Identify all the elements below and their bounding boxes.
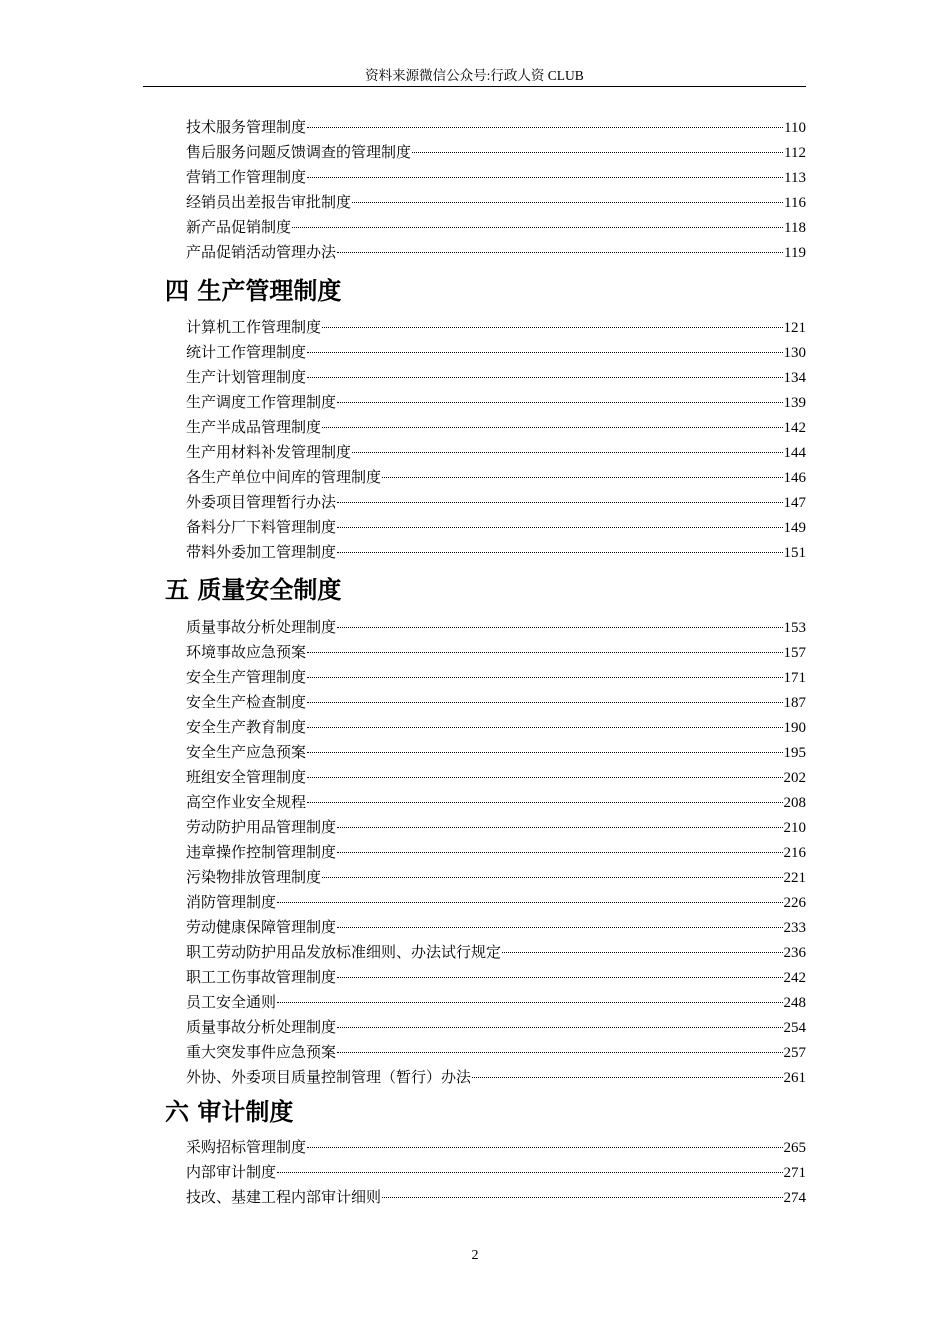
- dot-leader: [307, 1147, 782, 1148]
- toc-entry-page: 142: [783, 420, 806, 436]
- toc-entry-title: 产品促销活动管理办法: [186, 245, 337, 261]
- toc-entry[interactable]: [186, 366, 806, 391]
- toc-entry-page: 116: [784, 195, 806, 211]
- toc-entry[interactable]: [186, 516, 806, 541]
- toc-entry[interactable]: [186, 966, 806, 991]
- toc-entry-title: 职工劳动防护用品发放标准细则、办法试行规定: [186, 945, 502, 961]
- toc-entry[interactable]: [186, 1016, 806, 1041]
- toc-entry-page: 110: [784, 120, 806, 136]
- dot-leader: [472, 1077, 782, 1078]
- dot-leader: [322, 877, 782, 878]
- dot-leader: [277, 902, 782, 903]
- toc-entry-title: 外协、外委项目质量控制管理（暂行）办法: [186, 1070, 472, 1086]
- dot-leader: [502, 952, 782, 953]
- toc-entry-title: 安全生产教育制度: [186, 720, 307, 736]
- dot-leader: [337, 977, 782, 978]
- dot-leader: [382, 1197, 782, 1198]
- toc-entry-title: 营销工作管理制度: [186, 170, 307, 186]
- dot-leader: [307, 177, 783, 178]
- toc-entry-page: 202: [783, 770, 806, 786]
- toc-entry-title: 质量事故分析处理制度: [186, 620, 337, 636]
- toc-entry-page: 261: [783, 1070, 806, 1086]
- toc-entry-page: 248: [783, 995, 806, 1011]
- toc-entry[interactable]: [186, 991, 806, 1016]
- toc-entry[interactable]: [186, 391, 806, 416]
- dot-leader: [337, 402, 782, 403]
- toc-entry[interactable]: [186, 466, 806, 491]
- toc-entry-title: 新产品促销制度: [186, 220, 292, 236]
- dot-leader: [277, 1002, 782, 1003]
- toc-entry[interactable]: [186, 541, 806, 566]
- toc-entry-page: 190: [783, 720, 806, 736]
- toc-entry-title: 职工工伤事故管理制度: [186, 970, 337, 986]
- toc-entry[interactable]: [186, 666, 806, 691]
- toc-entry-page: 134: [783, 370, 806, 386]
- toc-entry[interactable]: [186, 241, 806, 266]
- toc-entry[interactable]: [186, 791, 806, 816]
- toc-entry[interactable]: [186, 1161, 806, 1186]
- toc-entry-page: 147: [783, 495, 806, 511]
- toc-entry-page: 208: [783, 795, 806, 811]
- toc-entry-list: [186, 616, 806, 1091]
- toc-entry-page: 226: [783, 895, 806, 911]
- toc-entry[interactable]: [186, 116, 806, 141]
- dot-leader: [277, 1172, 782, 1173]
- toc-entry-title: 带料外委加工管理制度: [186, 545, 337, 561]
- page-number: 2: [471, 1248, 479, 1263]
- dot-leader: [307, 652, 782, 653]
- dot-leader: [382, 477, 782, 478]
- toc-entry-title: 安全生产管理制度: [186, 670, 307, 686]
- toc-entry-title: 备料分厂下料管理制度: [186, 520, 337, 536]
- toc-entry-title: 生产调度工作管理制度: [186, 395, 337, 411]
- toc-entry[interactable]: [186, 216, 806, 241]
- toc-entry-title: 采购招标管理制度: [186, 1140, 307, 1156]
- toc-entry-title: 班组安全管理制度: [186, 770, 307, 786]
- toc-entry-title: 违章操作控制管理制度: [186, 845, 337, 861]
- toc-entry[interactable]: [186, 716, 806, 741]
- dot-leader: [337, 1027, 782, 1028]
- toc-entry[interactable]: [186, 891, 806, 916]
- toc-entry-title: 售后服务问题反馈调查的管理制度: [186, 145, 412, 161]
- toc-entry[interactable]: [186, 916, 806, 941]
- toc-entry-list: [186, 316, 806, 566]
- dot-leader: [337, 552, 782, 553]
- toc-entry-page: 112: [784, 145, 806, 161]
- toc-entry[interactable]: [186, 841, 806, 866]
- toc-entry-title: 消防管理制度: [186, 895, 277, 911]
- toc-entry-page: 210: [783, 820, 806, 836]
- toc-entry[interactable]: [186, 866, 806, 891]
- dot-leader: [337, 627, 782, 628]
- toc-entry[interactable]: [186, 166, 806, 191]
- dot-leader: [337, 252, 783, 253]
- toc-entry-title: 重大突发事件应急预案: [186, 1045, 337, 1061]
- toc-entry[interactable]: [186, 1041, 806, 1066]
- toc-entry-title: 经销员出差报告审批制度: [186, 195, 352, 211]
- dot-leader: [352, 202, 783, 203]
- dot-leader: [337, 502, 782, 503]
- toc-entry[interactable]: [186, 1186, 806, 1211]
- toc-entry-title: 计算机工作管理制度: [186, 320, 322, 336]
- toc-entry-page: 195: [783, 745, 806, 761]
- toc-entry-title: 劳动防护用品管理制度: [186, 820, 337, 836]
- toc-entry[interactable]: [186, 191, 806, 216]
- toc-entry-page: 119: [784, 245, 806, 261]
- toc-entry[interactable]: [186, 1066, 806, 1091]
- toc-entry-title: 劳动健康保障管理制度: [186, 920, 337, 936]
- toc-entry[interactable]: [186, 141, 806, 166]
- toc-entry-page: 139: [783, 395, 806, 411]
- section-heading: 六 审计制度: [165, 1098, 294, 1126]
- toc-entry-page: 121: [783, 320, 806, 336]
- toc-entry-title: 内部审计制度: [186, 1165, 277, 1181]
- toc-entry-page: 257: [783, 1045, 806, 1061]
- header-divider: [143, 86, 806, 87]
- toc-entry-title: 员工安全通则: [186, 995, 277, 1011]
- dot-leader: [307, 702, 782, 703]
- toc-entry[interactable]: [186, 491, 806, 516]
- toc-entry-page: 149: [783, 520, 806, 536]
- toc-entry-title: 安全生产应急预案: [186, 745, 307, 761]
- toc-entry-title: 技改、基建工程内部审计细则: [186, 1190, 382, 1206]
- toc-entry-page: 157: [783, 645, 806, 661]
- toc-entry-page: 236: [783, 945, 806, 961]
- dot-leader: [307, 677, 782, 678]
- toc-entry-page: 153: [783, 620, 806, 636]
- dot-leader: [337, 927, 782, 928]
- toc-entry[interactable]: [186, 641, 806, 666]
- toc-entry-title: 安全生产检查制度: [186, 695, 307, 711]
- toc-entry-page: 242: [783, 970, 806, 986]
- dot-leader: [307, 127, 783, 128]
- toc-entry-page: 254: [783, 1020, 806, 1036]
- toc-entry-title: 技术服务管理制度: [186, 120, 307, 136]
- toc-entry[interactable]: [186, 316, 806, 341]
- toc-entry[interactable]: [186, 741, 806, 766]
- dot-leader: [337, 827, 782, 828]
- dot-leader: [307, 377, 782, 378]
- toc-entry-title: 污染物排放管理制度: [186, 870, 322, 886]
- dot-leader: [337, 852, 782, 853]
- toc-entry-title: 各生产单位中间库的管理制度: [186, 470, 382, 486]
- dot-leader: [412, 152, 783, 153]
- dot-leader: [307, 727, 782, 728]
- toc-entry[interactable]: [186, 941, 806, 966]
- toc-entry-page: 265: [783, 1140, 806, 1156]
- toc-entry[interactable]: [186, 816, 806, 841]
- toc-entry-page: 118: [784, 220, 806, 236]
- toc-entry[interactable]: [186, 616, 806, 641]
- dot-leader: [337, 1052, 782, 1053]
- toc-entry-title: 生产计划管理制度: [186, 370, 307, 386]
- toc-entry-title: 环境事故应急预案: [186, 645, 307, 661]
- toc-entry-list: [186, 116, 806, 266]
- toc-entry[interactable]: [186, 766, 806, 791]
- toc-entry-page: 271: [783, 1165, 806, 1181]
- toc-entry-page: 216: [783, 845, 806, 861]
- toc-entry-page: 274: [783, 1190, 806, 1206]
- dot-leader: [322, 427, 782, 428]
- toc-entry[interactable]: [186, 1136, 806, 1161]
- toc-entry-page: 151: [783, 545, 806, 561]
- toc-entry-page: 221: [783, 870, 806, 886]
- toc-entry-title: 生产用材料补发管理制度: [186, 445, 352, 461]
- section-heading: 四 生产管理制度: [165, 277, 342, 305]
- toc-entry-list: [186, 1136, 806, 1211]
- dot-leader: [337, 527, 782, 528]
- toc-entry-page: 144: [783, 445, 806, 461]
- toc-entry-page: 130: [783, 345, 806, 361]
- page-header: 资料来源微信公众号:行政人资 CLUB: [365, 68, 584, 83]
- dot-leader: [322, 327, 782, 328]
- toc-entry[interactable]: [186, 416, 806, 441]
- toc-entry-title: 质量事故分析处理制度: [186, 1020, 337, 1036]
- dot-leader: [307, 777, 782, 778]
- toc-entry-page: 113: [784, 170, 806, 186]
- dot-leader: [307, 352, 782, 353]
- toc-entry[interactable]: [186, 341, 806, 366]
- toc-entry[interactable]: [186, 441, 806, 466]
- toc-entry-title: 高空作业安全规程: [186, 795, 307, 811]
- section-heading: 五 质量安全制度: [165, 576, 342, 604]
- toc-entry-page: 187: [783, 695, 806, 711]
- toc-entry-page: 146: [783, 470, 806, 486]
- toc-entry-title: 外委项目管理暂行办法: [186, 495, 337, 511]
- toc-entry-page: 233: [783, 920, 806, 936]
- dot-leader: [292, 227, 783, 228]
- dot-leader: [307, 802, 782, 803]
- dot-leader: [307, 752, 782, 753]
- toc-entry-title: 统计工作管理制度: [186, 345, 307, 361]
- toc-entry-page: 171: [783, 670, 806, 686]
- dot-leader: [352, 452, 782, 453]
- toc-entry[interactable]: [186, 691, 806, 716]
- toc-entry-title: 生产半成品管理制度: [186, 420, 322, 436]
